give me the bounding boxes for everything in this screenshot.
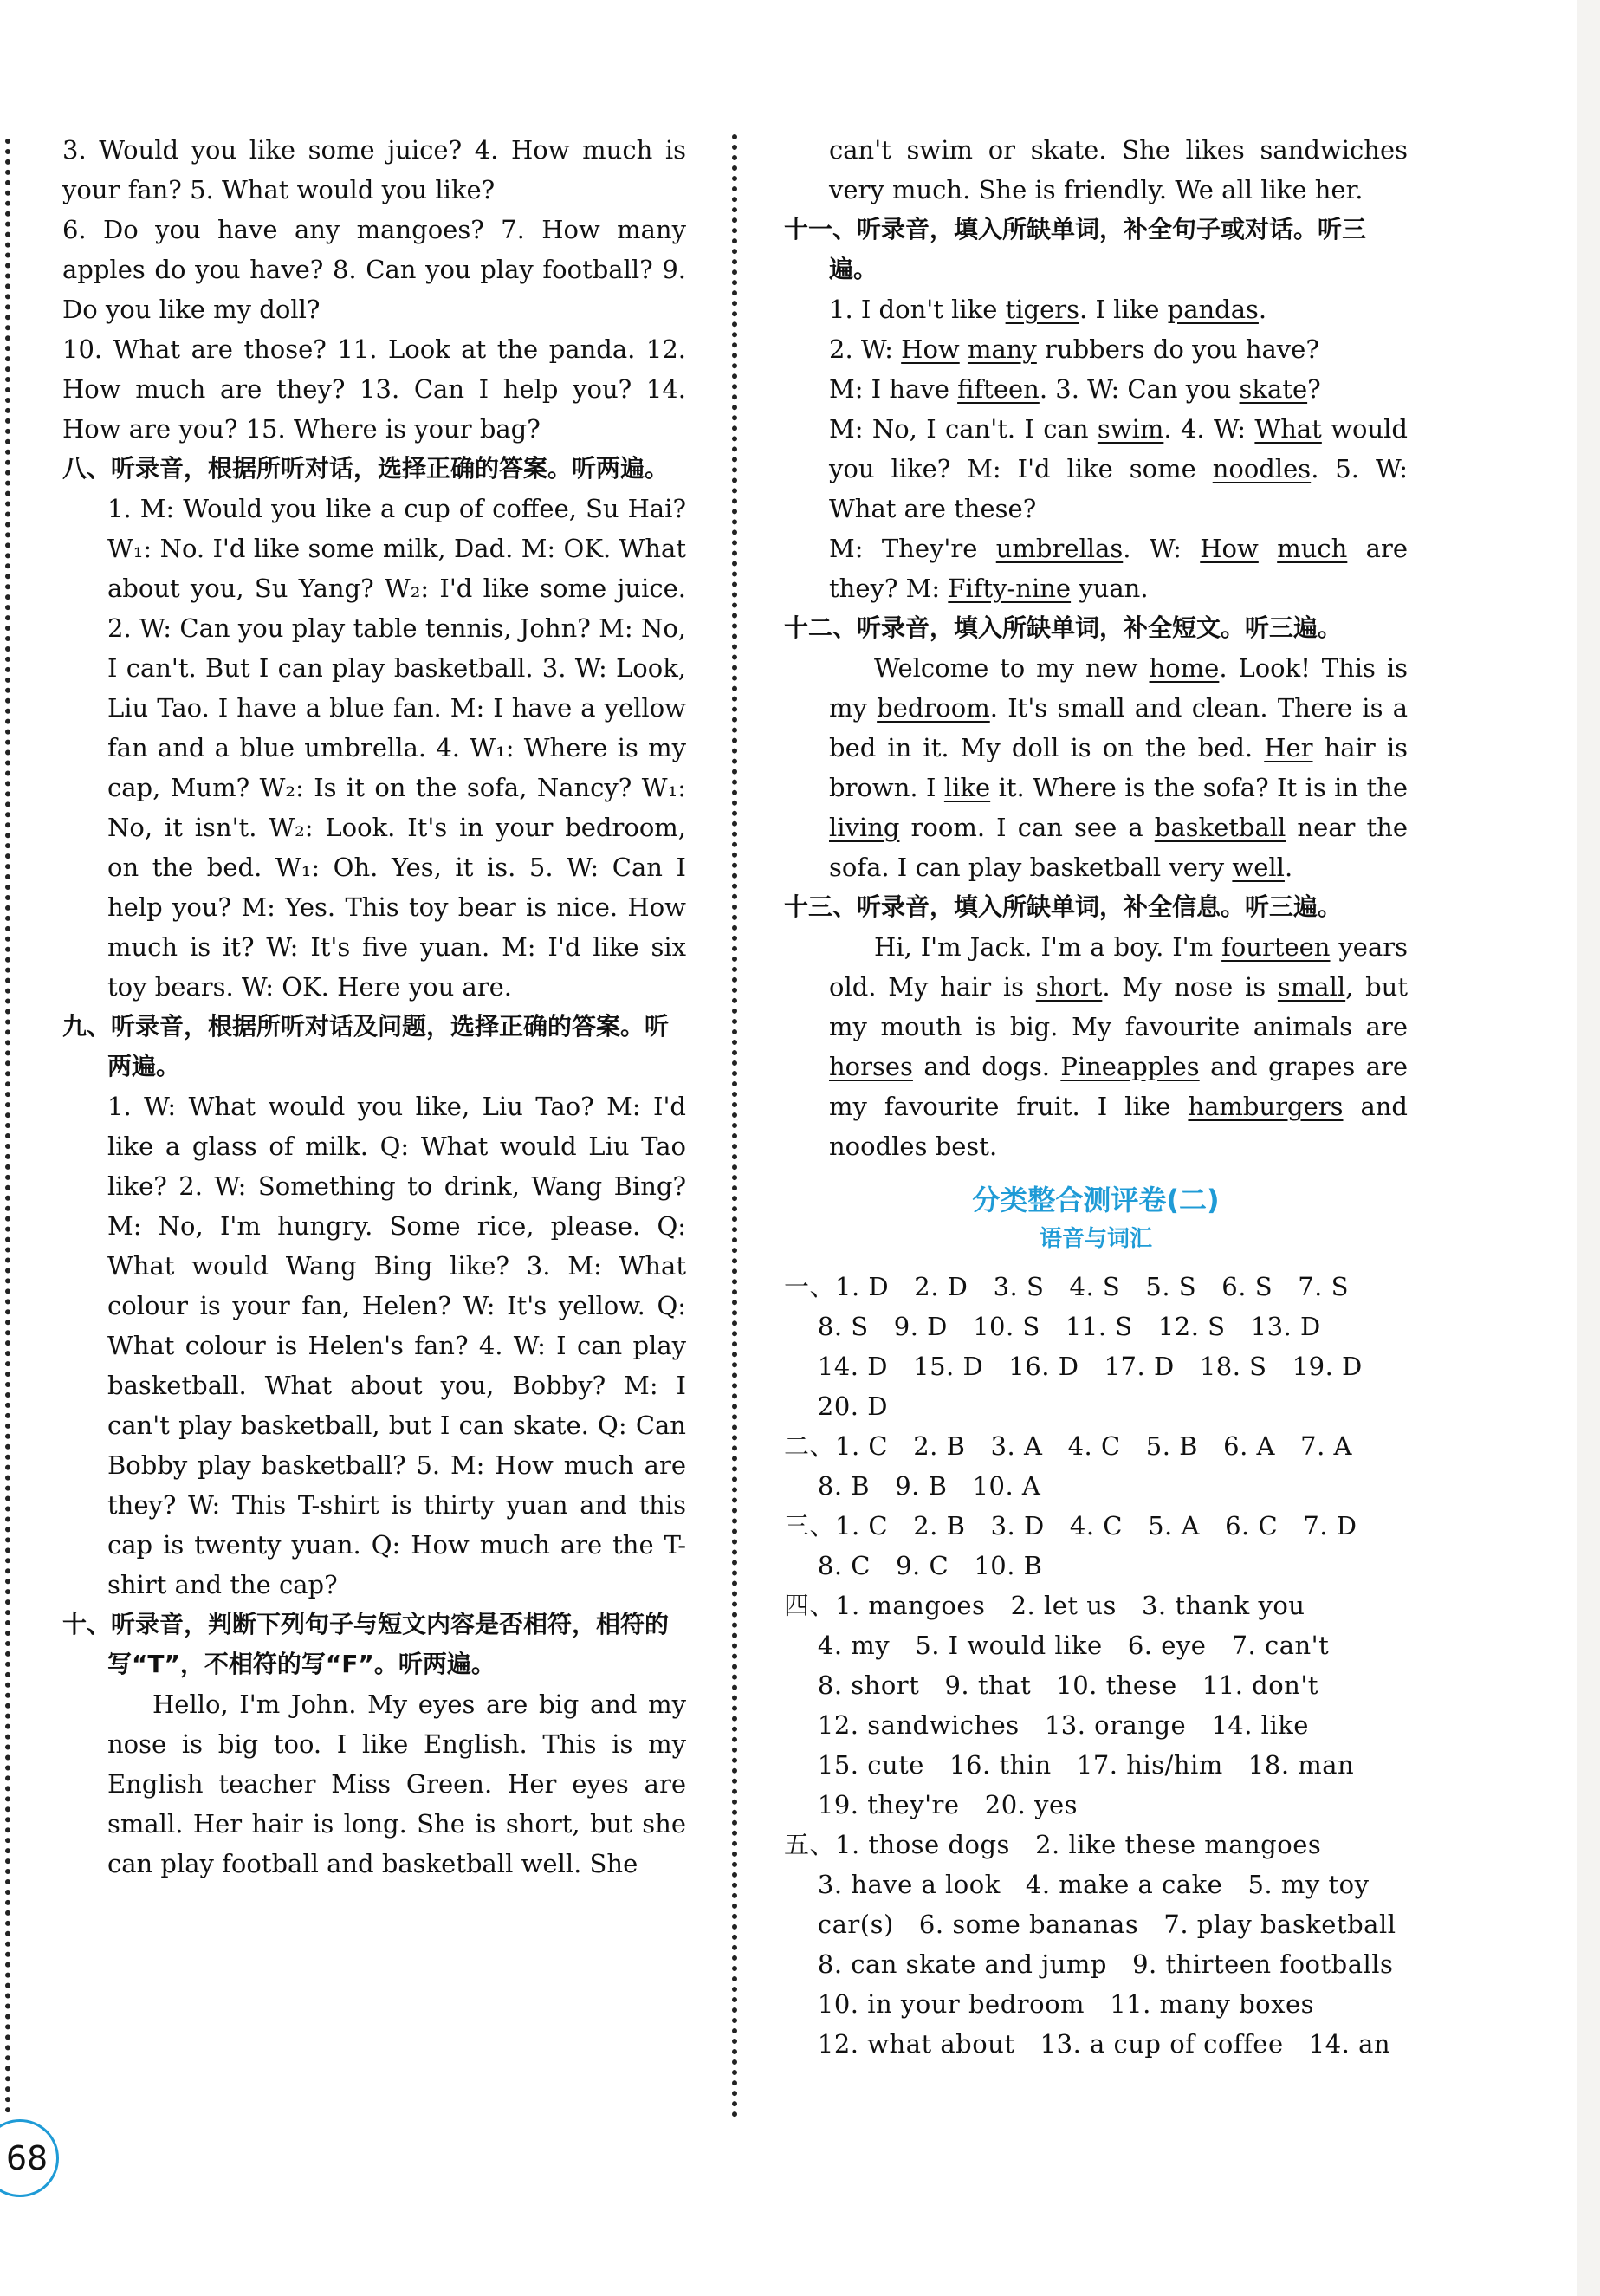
- answer-word: living: [829, 813, 900, 842]
- answer-word: small: [1277, 972, 1346, 1002]
- answer-line: 8. short 9. that 10. these 11. don't: [784, 1670, 1318, 1700]
- answer-line: 4. my 5. I would like 6. eye 7. can't: [784, 1631, 1330, 1660]
- answer-line: 15. cute 16. thin 17. his/him 18. man: [784, 1750, 1355, 1780]
- right-column: [784, 130, 1408, 2064]
- answer-line: 8. C 9. C 10. B: [784, 1551, 1043, 1580]
- answer-word: fifteen: [957, 374, 1040, 404]
- test-subtitle: 语音与词汇: [1039, 1226, 1152, 1252]
- section11-script: 1. I don't like tigers. I like pandas. 2. W: How many rubbers do you have? M: I have fifteen. 3. W: Can you skate? M: No, I can't. I can swim. 4. W: What would you like? M: I'd like some noodles. 5. W: What are these? M: They're umbrellas. W: How much are they? M: Fifty-nine yuan.: [829, 295, 1408, 603]
- section12-passage: Welcome to my new home. Look! This is my bedroom. It's small and clean. There is a bed in it. My doll is on the bed. Her hair is brown. I like it. Where is the sofa? It is in the living room. I can see a basketball near the sofa. I can play basketball very well.: [829, 653, 1409, 882]
- answer-line: 3. have a look 4. make a cake 5. my toy: [784, 1870, 1370, 1899]
- answer-word: hamburgers: [1188, 1092, 1344, 1121]
- answer-word: noodles: [1212, 454, 1312, 483]
- answer-line: 14. D 15. D 16. D 17. D 18. S 19. D: [784, 1352, 1363, 1381]
- answer-word: short: [1035, 972, 1103, 1002]
- answer-line: car(s) 6. some bananas 7. play basketball: [784, 1910, 1396, 1939]
- column-divider-dots: [732, 134, 737, 2118]
- answer-word: What: [1254, 414, 1322, 444]
- answer-word: How: [901, 334, 960, 364]
- answer-word: Her: [1264, 733, 1313, 762]
- answer-word: How: [1200, 534, 1259, 563]
- answer-key: [784, 1267, 1408, 2064]
- answer-line: 三、1. C 2. B 3. D 4. C 5. A 6. C 7. D: [784, 1511, 1357, 1540]
- test-title: 分类整合测评卷(二): [972, 1184, 1220, 1216]
- answer-word: swim: [1097, 414, 1164, 444]
- answer-line: 8. S 9. D 10. S 11. S 12. S 13. D: [784, 1312, 1321, 1341]
- answer-line: 10. in your bedroom 11. many boxes: [784, 1989, 1315, 2019]
- answer-word: horses: [829, 1052, 913, 1081]
- answer-word: much: [1277, 534, 1348, 563]
- answer-word: umbrellas: [995, 534, 1124, 563]
- answer-line: 12. what about 13. a cup of coffee 14. an: [784, 2029, 1391, 2059]
- answer-word: like: [943, 773, 991, 802]
- section12-heading: 十二、听录音，填入所缺单词，补全短文。听三遍。: [784, 613, 1343, 642]
- answer-line: 二、1. C 2. B 3. A 4. C 5. B 6. A 7. A: [784, 1431, 1352, 1461]
- answer-word: basketball: [1154, 813, 1286, 842]
- answer-word: many: [967, 334, 1037, 364]
- answer-word: Fifty-nine: [948, 574, 1072, 603]
- answer-word: pandas: [1167, 295, 1259, 324]
- left-column: [62, 130, 686, 1884]
- section9-script: 1. W: What would you like, Liu Tao? M: I'd like a glass of milk. Q: What would Liu Tao like? 2. W: Something to drink, Wang Bing? M: No, I'm hungry. Some rice, please. Q: What would Wang Bing like? 3. M: What colour is your fan, Helen? W: It's yellow. Q: What colour is Helen's fan? 4. W: I can play basketball. What about you, Bobby? M: I can't play basketball, but I can skate. Q: Can Bobby play basketball? 5. M: How much are they? W: This T-shirt is thirty yuan and this cap is twenty yuan. Q: How much are the T-shirt and the cap?: [107, 1092, 686, 1599]
- answer-line: 8. can skate and jump 9. thirteen footballs: [784, 1949, 1394, 1979]
- section13-heading: 十三、听录音，填入所缺单词，补全信息。听三遍。: [784, 892, 1343, 921]
- section10-passage: Hello, I'm John. My eyes are big and my nose is big too. I like English. This is my English teacher Miss Green. Her eyes are small. Her hair is long. She is short, but she can play football and basketball well. She: [107, 1690, 686, 1878]
- section7-continued-1: 3. Would you like some juice? 4. How much is your fan? 5. What would you like?: [62, 135, 686, 204]
- section11-heading: 十一、听录音，填入所缺单词，补全句子或对话。听三遍。: [784, 215, 1367, 283]
- page-number-badge: [0, 2119, 59, 2197]
- answer-word: home: [1149, 653, 1220, 683]
- answer-word: skate: [1239, 374, 1308, 404]
- section13-passage: Hi, I'm Jack. I'm a boy. I'm fourteen years old. My hair is short. My nose is small, but my mouth is big. My favourite animals are horses and dogs. Pineapples and grapes are my favourite fruit. I like hamburgers and noodles best.: [829, 932, 1409, 1161]
- section10-heading: 十、听录音，判断下列句子与短文内容是否相符，相符的写“T”，不相符的写“F”。听两遍。: [62, 1610, 670, 1678]
- section7-continued-2: 6. Do you have any mangoes? 7. How many apples do you have? 8. Can you play football? 9. Do you like my doll?: [62, 215, 686, 324]
- section8-script: 1. M: Would you like a cup of coffee, Su Hai? W₁: No. I'd like some milk, Dad. M: OK. What about you, Su Yang? W₂: I'd like some juice. 2. W: Can you play table tennis, John? M: No, I can't. But I can play basketball. 3. W: Look, Liu Tao. I have a blue fan. M: I have a yellow fan and a blue umbrella. 4. W₁: Where is my cap, Mum? W₂: Is it on the sofa, Nancy? W₁: No, it isn't. W₂: Look. It's in your bedroom, on the bed. W₁: Oh. Yes, it is. 5. W: Can I help you? M: Yes. This toy bear is nice. How much is it? W: It's five yuan. M: I'd like six toy bears. W: OK. Here you are.: [107, 494, 686, 1002]
- answer-line: 19. they're 20. yes: [784, 1790, 1079, 1819]
- answer-line: 一、1. D 2. D 3. S 4. S 5. S 6. S 7. S: [784, 1272, 1349, 1301]
- answer-word: Pineapples: [1060, 1052, 1200, 1081]
- section8-heading: 八、听录音，根据所听对话，选择正确的答案。听两遍。: [62, 454, 670, 483]
- section7-continued-3: 10. What are those? 11. Look at the panda. 12. How much are they? 13. Can I help you? 14. How are you? 15. Where is your bag?: [62, 334, 686, 444]
- answer-line: 五、1. those dogs 2. like these mangoes: [784, 1830, 1322, 1859]
- section10-passage-continued: can't swim or skate. She likes sandwiches very much. She is friendly. We all like her.: [829, 135, 1408, 204]
- page-number: 68: [5, 2139, 49, 2177]
- section9-heading: 九、听录音，根据所听对话及问题，选择正确的答案。听两遍。: [62, 1012, 670, 1080]
- answer-line: 8. B 9. B 10. A: [784, 1471, 1041, 1501]
- binding-dots-left: [5, 139, 10, 2114]
- answer-word: well: [1232, 853, 1285, 882]
- answer-word: bedroom: [877, 693, 990, 723]
- answer-line: 12. sandwiches 13. orange 14. like: [784, 1710, 1309, 1740]
- answer-line: 四、1. mangoes 2. let us 3. thank you: [784, 1591, 1305, 1620]
- answer-word: tigers: [1005, 295, 1080, 324]
- answer-word: fourteen: [1221, 932, 1331, 962]
- answer-line: 20. D: [784, 1391, 888, 1421]
